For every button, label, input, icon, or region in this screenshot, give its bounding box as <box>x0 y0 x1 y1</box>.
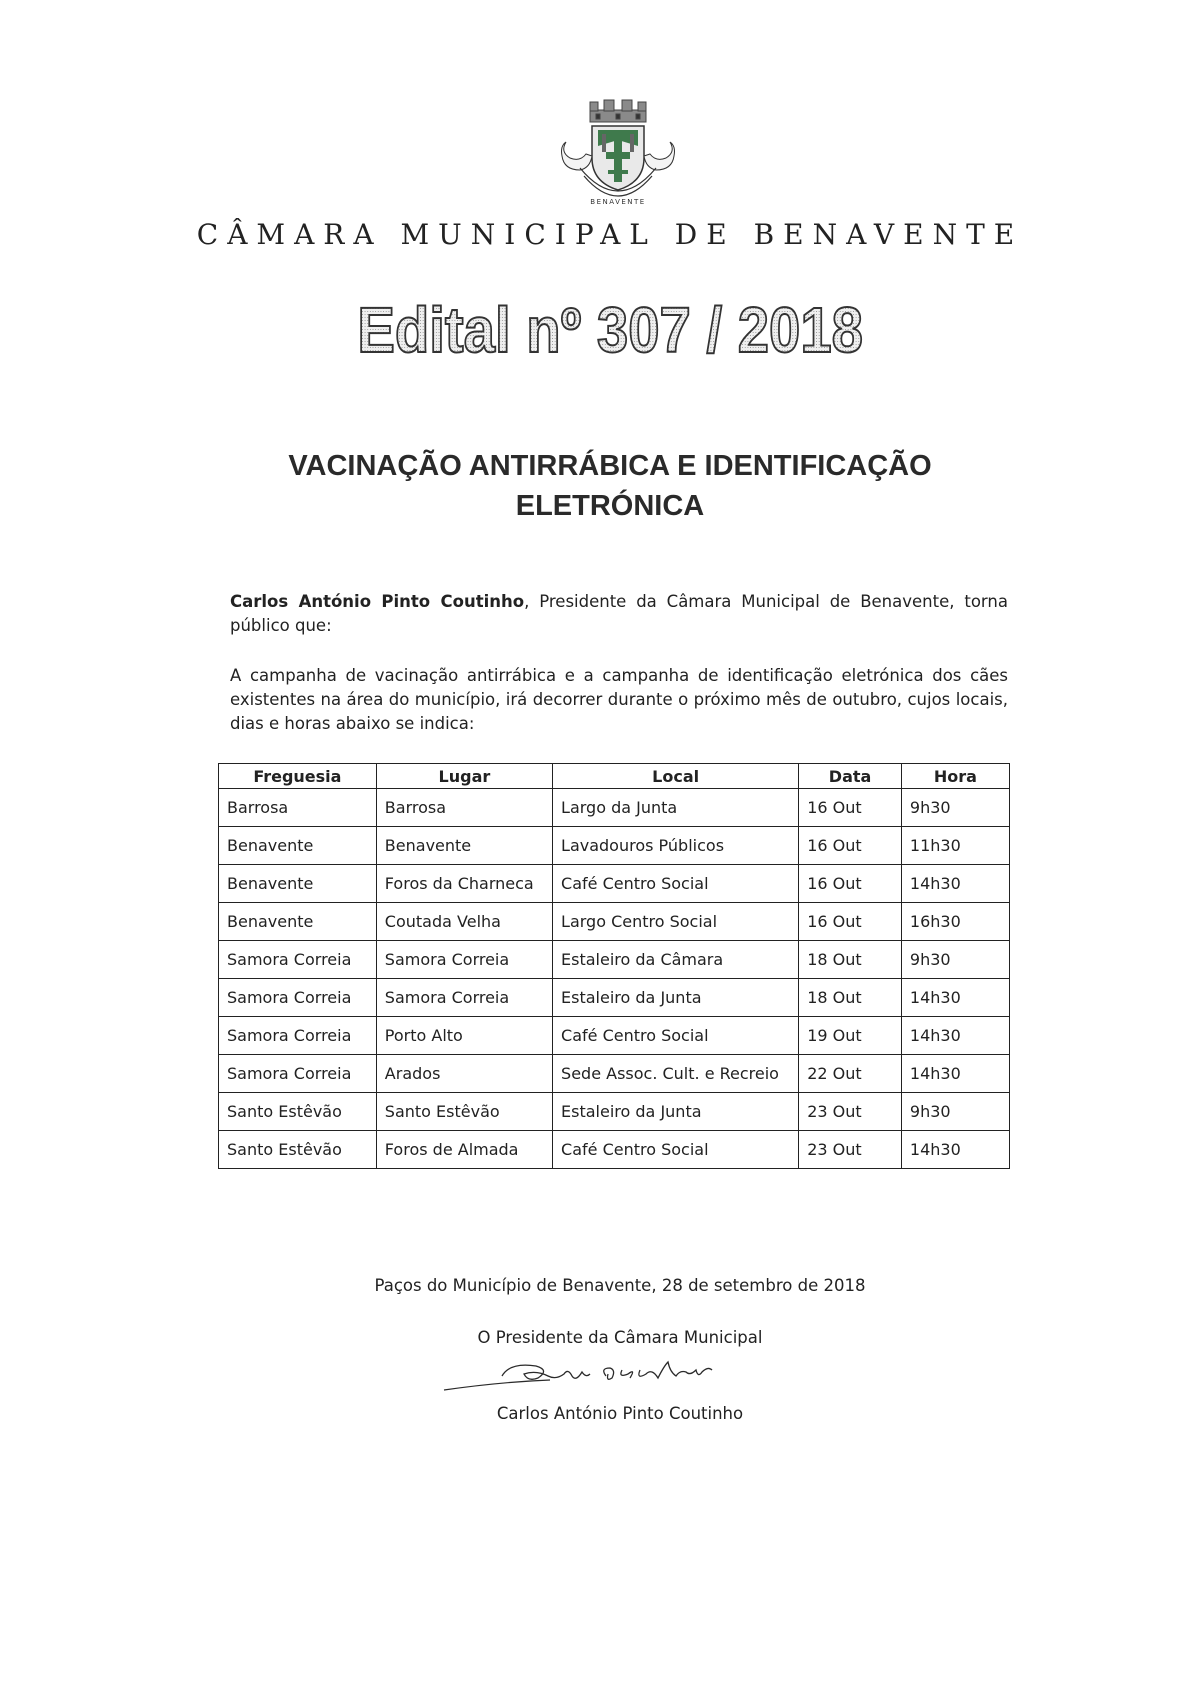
vaccination-schedule-table <box>218 763 1010 1169</box>
cell-local: Café Centro Social <box>553 1017 799 1055</box>
cell-local: Lavadouros Públicos <box>553 827 799 865</box>
cell-local: Estaleiro da Junta <box>553 979 799 1017</box>
intro-text: , Presidente da Câmara Municipal de Benavente, torna público que: <box>230 592 1008 635</box>
cell-hora: 16h30 <box>901 903 1009 941</box>
table-row <box>219 827 1010 865</box>
cell-local: Café Centro Social <box>553 1131 799 1169</box>
header-hora: Hora <box>901 764 1009 789</box>
cell-data: 18 Out <box>799 979 902 1017</box>
cell-data: 16 Out <box>799 865 902 903</box>
cell-data: 19 Out <box>799 1017 902 1055</box>
subject-line-2: ELETRÓNICA <box>515 490 705 522</box>
table-row <box>219 1017 1010 1055</box>
cell-lugar: Foros de Almada <box>376 1131 552 1169</box>
table-row <box>219 1131 1010 1169</box>
council-name: CÂMARA MUNICIPAL DE BENAVENTE <box>196 218 1024 251</box>
cell-freguesia: Benavente <box>219 827 377 865</box>
president-title: O Presidente da Câmara Municipal <box>477 1328 763 1347</box>
table-row <box>219 1093 1010 1131</box>
document-subject <box>0 446 1190 526</box>
cell-data: 16 Out <box>799 827 902 865</box>
cell-freguesia: Samora Correia <box>219 941 377 979</box>
edital-number <box>0 296 1190 366</box>
municipal-crest-logo <box>556 96 680 214</box>
cell-lugar: Foros da Charneca <box>376 865 552 903</box>
cell-data: 18 Out <box>799 941 902 979</box>
cell-data: 16 Out <box>799 789 902 827</box>
table-row <box>219 979 1010 1017</box>
cell-data: 23 Out <box>799 1131 902 1169</box>
cell-local: Sede Assoc. Cult. e Recreio <box>553 1055 799 1093</box>
table-row <box>219 903 1010 941</box>
intro-paragraph <box>230 590 1008 638</box>
cell-lugar: Santo Estêvão <box>376 1093 552 1131</box>
cell-data: 16 Out <box>799 903 902 941</box>
subject-line-1: VACINAÇÃO ANTIRRÁBICA E IDENTIFICAÇÃO <box>288 450 932 482</box>
cell-freguesia: Benavente <box>219 903 377 941</box>
edital-outline-title <box>340 296 880 362</box>
cell-freguesia: Samora Correia <box>219 979 377 1017</box>
president-name-bold: Carlos António Pinto Coutinho <box>230 592 525 611</box>
cell-lugar: Coutada Velha <box>376 903 552 941</box>
cell-lugar: Samora Correia <box>376 941 552 979</box>
cell-local: Estaleiro da Câmara <box>553 941 799 979</box>
cell-lugar: Barrosa <box>376 789 552 827</box>
cell-hora: 11h30 <box>901 827 1009 865</box>
cell-lugar: Porto Alto <box>376 1017 552 1055</box>
crest-ribbon-text: BENAVENTE <box>590 198 646 206</box>
table-row <box>219 865 1010 903</box>
cell-freguesia: Santo Estêvão <box>219 1131 377 1169</box>
cell-freguesia: Santo Estêvão <box>219 1093 377 1131</box>
president-name: Carlos António Pinto Coutinho <box>496 1404 744 1423</box>
table-row <box>219 789 1010 827</box>
cell-local: Café Centro Social <box>553 865 799 903</box>
header-data: Data <box>799 764 902 789</box>
cell-data: 23 Out <box>799 1093 902 1131</box>
handwritten-signature <box>440 1348 780 1398</box>
cell-local: Estaleiro da Junta <box>553 1093 799 1131</box>
cell-local: Largo Centro Social <box>553 903 799 941</box>
cell-freguesia: Barrosa <box>219 789 377 827</box>
cell-freguesia: Samora Correia <box>219 1055 377 1093</box>
announcement-paragraph: A campanha de vacinação antirrábica e a campanha de identificação eletrónica dos cães existentes na área do município, irá decorrer durante o próximo mês de outubro, cujos locais, dias e horas abaixo se indica: <box>230 666 1008 733</box>
cell-hora: 9h30 <box>901 941 1009 979</box>
table-row <box>219 941 1010 979</box>
cell-local: Largo da Junta <box>553 789 799 827</box>
edital-text: Edital nº 307 / 2018 <box>357 296 863 362</box>
cell-lugar: Samora Correia <box>376 979 552 1017</box>
cell-hora: 14h30 <box>901 979 1009 1017</box>
header-freguesia: Freguesia <box>219 764 377 789</box>
cell-hora: 14h30 <box>901 1055 1009 1093</box>
cell-hora: 14h30 <box>901 865 1009 903</box>
cell-freguesia: Benavente <box>219 865 377 903</box>
cell-data: 22 Out <box>799 1055 902 1093</box>
cell-hora: 14h30 <box>901 1131 1009 1169</box>
cell-hora: 9h30 <box>901 789 1009 827</box>
cell-lugar: Arados <box>376 1055 552 1093</box>
table-header-row <box>219 764 1010 789</box>
cell-lugar: Benavente <box>376 827 552 865</box>
cell-hora: 9h30 <box>901 1093 1009 1131</box>
place-and-date: Paços do Município de Benavente, 28 de setembro de 2018 <box>374 1276 866 1295</box>
table-row <box>219 1055 1010 1093</box>
header-local: Local <box>553 764 799 789</box>
cell-freguesia: Samora Correia <box>219 1017 377 1055</box>
header-lugar: Lugar <box>376 764 552 789</box>
cell-hora: 14h30 <box>901 1017 1009 1055</box>
